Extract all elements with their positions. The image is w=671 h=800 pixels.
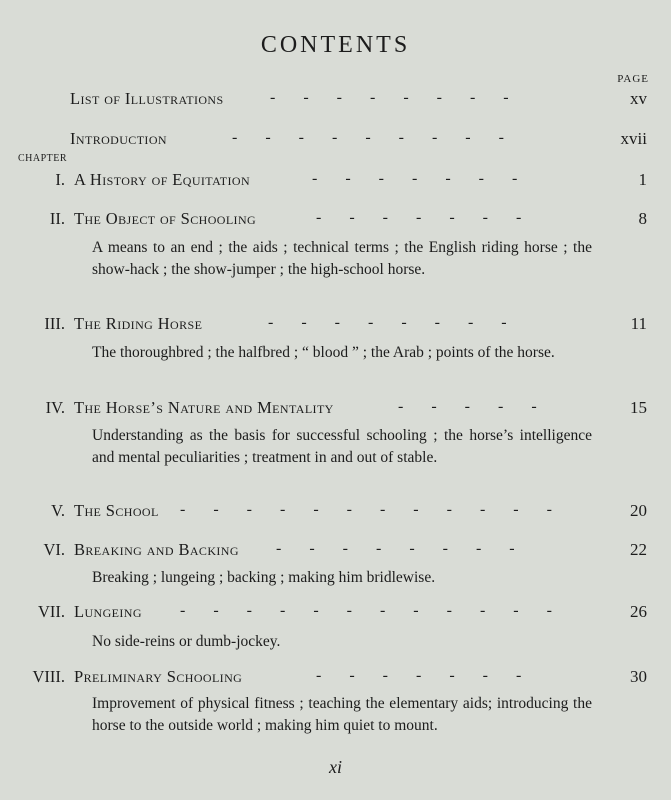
toc-entry-introduction	[0, 129, 671, 153]
entry-page: 22	[630, 540, 647, 559]
chapter-number: III.	[44, 314, 65, 333]
leader-dots: - - - - - - - -	[270, 89, 509, 106]
chapter-8-description: Improvement of physical fitness ; teaching the elementary aids; introducing the horse to the outside world ; making him quiet to mount.	[92, 695, 592, 734]
entry-page: 15	[630, 398, 647, 417]
entry-title: The School	[74, 501, 159, 520]
chapter-number: IV.	[45, 398, 65, 417]
leader-dots: - - - - - - - -	[276, 540, 515, 557]
chapter-7-description: No side-reins or dumb-jockey.	[92, 633, 281, 650]
chapter-4-description: Understanding as the basis for successful schooling ; the horse’s intelligence and mental peculiarities ; treatment in and out of stable.	[92, 427, 592, 466]
leader-dots: - - - - - - -	[316, 667, 522, 684]
toc-entry-list-of-illustrations	[0, 89, 671, 113]
chapter-6-description: Breaking ; lungeing ; backing ; making him bridlewise.	[92, 569, 436, 586]
entry-title: A History of Equitation	[74, 170, 251, 189]
entry-page: 11	[630, 314, 647, 333]
entry-page: 8	[638, 209, 647, 228]
page-column-header: PAGE	[617, 73, 649, 85]
leader-dots: - - - - - - -	[316, 209, 522, 226]
entry-title: Lungeing	[74, 602, 142, 621]
entry-title: Preliminary Schooling	[74, 667, 243, 686]
entry-page: 1	[638, 170, 647, 189]
entry-page: xvii	[620, 129, 647, 148]
chapter-number: VIII.	[32, 667, 65, 686]
entry-page: 20	[630, 501, 647, 520]
leader-dots: - - - - - - - - - - - -	[180, 602, 552, 619]
toc-entry-chapter-2	[0, 209, 671, 233]
leader-dots: - - - - - - -	[312, 170, 518, 187]
entry-title: Introduction	[70, 129, 167, 148]
toc-entry-chapter-8	[0, 667, 671, 691]
toc-entry-chapter-6	[0, 540, 671, 564]
leader-dots: - - - - - - - - - - - -	[180, 501, 552, 518]
chapter-number: II.	[49, 209, 65, 228]
chapter-3-description: The thoroughbred ; the halfbred ; “ blood ” ; the Arab ; points of the horse.	[92, 344, 555, 361]
leader-dots: - - - - - - - -	[268, 314, 507, 331]
chapter-number: I.	[55, 170, 65, 189]
toc-entry-chapter-5	[0, 501, 671, 525]
chapter-column-header: CHAPTER	[18, 153, 68, 164]
leader-dots: - - - - -	[398, 398, 537, 415]
entry-title: List of Illustrations	[70, 89, 224, 108]
toc-entry-chapter-3	[0, 314, 671, 338]
chapter-number: VII.	[37, 602, 65, 621]
entry-page: 26	[630, 602, 647, 621]
entry-title: The Riding Horse	[74, 314, 203, 333]
chapter-number: V.	[51, 501, 65, 520]
entry-page: 30	[630, 667, 647, 686]
entry-title: The Horse’s Nature and Mentality	[74, 398, 334, 417]
chapter-2-description: A means to an end ; the aids ; technical terms ; the English riding horse ; the show-hack ; the show-jumper ; the high-school horse.	[92, 239, 592, 278]
entry-title: The Object of Schooling	[74, 209, 257, 228]
entry-page: xv	[630, 89, 647, 108]
page-title: CONTENTS	[260, 32, 411, 58]
chapter-number: VI.	[43, 540, 65, 559]
toc-entry-chapter-1	[0, 170, 671, 194]
leader-dots: - - - - - - - - -	[232, 129, 504, 146]
page-number: xi	[329, 757, 342, 777]
toc-entry-chapter-7	[0, 602, 671, 626]
entry-title: Breaking and Backing	[74, 540, 239, 559]
toc-entry-chapter-4	[0, 398, 671, 422]
